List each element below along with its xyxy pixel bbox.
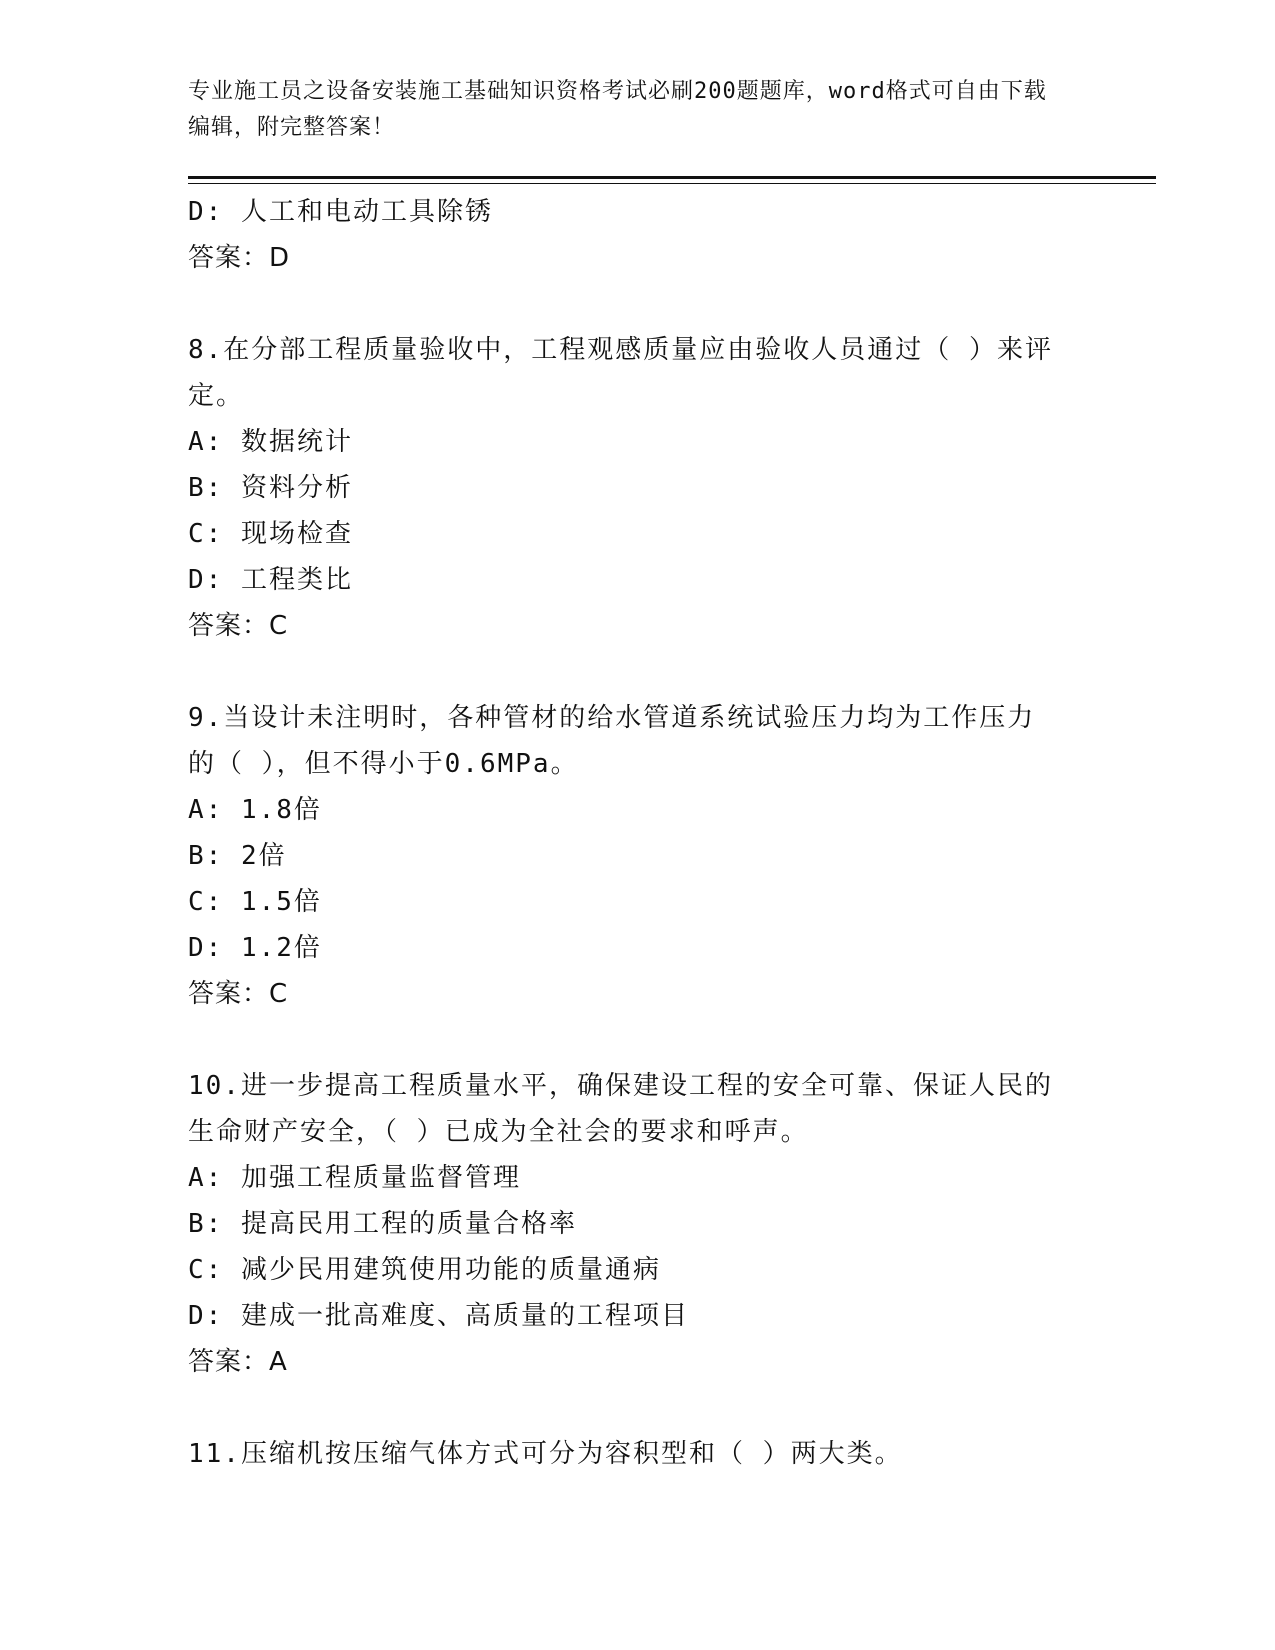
- question-list: [188, 189, 1088, 1477]
- question-9: [188, 695, 1088, 1017]
- answer-line: 答案：C: [188, 611, 289, 641]
- question-11: [188, 1431, 1088, 1477]
- question-stem: 9.当设计未注明时，各种管材的给水管道系统试验压力均为工作压力 的（ ），但不得小于0.6MPa。: [188, 703, 1036, 779]
- question-8: [188, 327, 1088, 649]
- header-rule-thin: [188, 183, 1156, 184]
- option-c: C: 1.5倍: [188, 887, 322, 917]
- answer-line: 答案：C: [188, 979, 289, 1009]
- question-10: [188, 1063, 1088, 1385]
- header-rule-thick: [188, 176, 1156, 179]
- option-a: A: 数据统计: [188, 427, 353, 457]
- option-b: B: 2倍: [188, 841, 287, 871]
- option-d: D: 建成一批高难度、高质量的工程项目: [188, 1301, 689, 1331]
- option-c: C: 现场检查: [188, 519, 353, 549]
- option-c: C: 减少民用建筑使用功能的质量通病: [188, 1255, 661, 1285]
- option-d: D: 1.2倍: [188, 933, 322, 963]
- answer-line: 答案：A: [188, 1347, 288, 1377]
- page-header: 专业施工员之设备安装施工基础知识资格考试必刷200题题库，word格式可自由下载编辑，附完整答案！: [188, 79, 1047, 140]
- option-d: D: 工程类比: [188, 565, 353, 595]
- question-stem: 8.在分部工程质量验收中，工程观感质量应由验收人员通过（ ）来评 定。: [188, 335, 1053, 411]
- option-d: D: 人工和电动工具除锈: [188, 197, 493, 227]
- option-a: A: 加强工程质量监督管理: [188, 1163, 521, 1193]
- option-b: B: 提高民用工程的质量合格率: [188, 1209, 577, 1239]
- option-b: B: 资料分析: [188, 473, 353, 503]
- question-stem: 10.进一步提高工程质量水平，确保建设工程的安全可靠、保证人民的 生命财产安全，（ ）已成为全社会的要求和呼声。: [188, 1071, 1053, 1147]
- option-a: A: 1.8倍: [188, 795, 322, 825]
- question-stem: 11.压缩机按压缩气体方式可分为容积型和（ ）两大类。: [188, 1439, 903, 1469]
- answer-line: 答案：D: [188, 243, 291, 273]
